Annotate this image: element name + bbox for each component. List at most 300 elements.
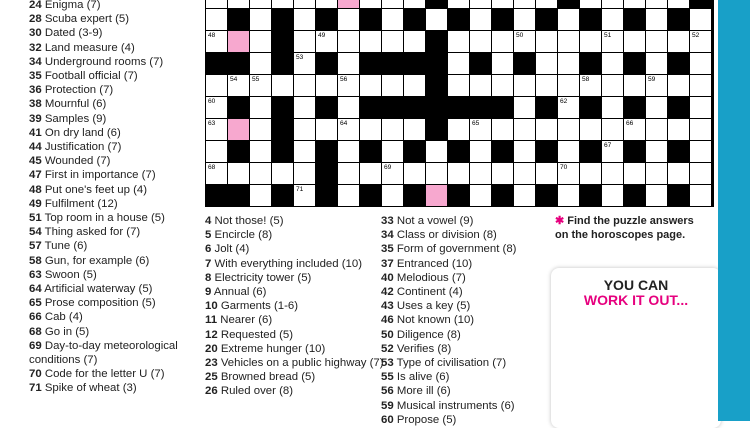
grid-cell[interactable] [668, 31, 689, 52]
grid-cell[interactable] [470, 0, 491, 8]
clue-item [205, 299, 375, 313]
grid-cell[interactable] [602, 75, 623, 96]
grid-cell[interactable] [492, 31, 513, 52]
clue-item [381, 285, 551, 299]
grid-cell[interactable] [404, 31, 425, 52]
clue-text: Vehicles on a public highway (7) [217, 357, 384, 370]
grid-cell[interactable] [272, 75, 293, 96]
clue-column-down-2 [381, 214, 551, 427]
grid-cell[interactable] [206, 75, 227, 96]
grid-cell[interactable] [558, 163, 579, 184]
grid-cell[interactable] [646, 119, 667, 140]
grid-cell[interactable] [294, 0, 315, 8]
grid-block [316, 97, 337, 118]
grid-cell[interactable] [602, 0, 623, 8]
grid-cell[interactable] [602, 163, 623, 184]
grid-block [580, 9, 601, 30]
grid-cell[interactable] [382, 31, 403, 52]
grid-block [382, 97, 403, 118]
clue-text: Top room in a house (5) [41, 212, 165, 225]
grid-block [492, 9, 513, 30]
grid-cell[interactable] [514, 31, 535, 52]
clue-number: 38 [29, 98, 42, 111]
grid-block [382, 53, 403, 74]
grid-cell[interactable] [624, 75, 645, 96]
clue-text: Entranced (10) [393, 257, 473, 270]
clue-text: Spike of wheat (3) [41, 382, 137, 395]
grid-cell[interactable] [250, 119, 271, 140]
clue-number: 46 [381, 314, 394, 327]
grid-cell[interactable] [646, 97, 667, 118]
grid-cell[interactable] [514, 119, 535, 140]
grid-cell[interactable] [294, 163, 315, 184]
grid-block [426, 0, 447, 8]
grid-cell[interactable] [294, 9, 315, 30]
grid-cell[interactable] [690, 75, 711, 96]
clue-text: On dry land (6) [41, 126, 121, 139]
grid-cell[interactable] [646, 75, 667, 96]
grid-cell[interactable] [294, 53, 315, 74]
grid-block [228, 53, 249, 74]
clue-text: Put one's feet up (4) [41, 183, 148, 196]
grid-cell[interactable] [360, 75, 381, 96]
clue-number: 64 [29, 283, 42, 296]
clue-item [29, 112, 199, 126]
clue-text: Garments (1-6) [217, 300, 299, 313]
grid-cell[interactable] [558, 141, 579, 162]
grid-cell[interactable] [448, 53, 469, 74]
grid-cell[interactable] [514, 75, 535, 96]
clue-item [29, 254, 199, 268]
clue-text: Mournful (6) [41, 98, 107, 111]
grid-cell[interactable] [602, 185, 623, 206]
clue-item [29, 154, 199, 168]
grid-cell[interactable] [404, 163, 425, 184]
promo-badge [551, 268, 721, 428]
grid-cell[interactable] [382, 185, 403, 206]
star-icon: ✱ [555, 215, 565, 227]
grid-cell[interactable] [492, 0, 513, 8]
grid-cell[interactable] [492, 53, 513, 74]
grid-cell[interactable] [580, 75, 601, 96]
grid-cell[interactable] [426, 9, 447, 30]
clue-text: First in importance (7) [41, 169, 156, 182]
clue-number: 42 [381, 286, 394, 299]
answers-note [555, 214, 705, 242]
clue-item [381, 271, 551, 285]
grid-cell-number: 67 [604, 142, 612, 149]
grid-block [228, 97, 249, 118]
clue-number: 52 [381, 342, 394, 355]
clue-number: 35 [29, 70, 42, 83]
clue-text: Type of civilisation (7) [393, 357, 507, 370]
grid-cell[interactable] [338, 9, 359, 30]
badge-line-1: YOU CAN [603, 277, 669, 293]
grid-cell[interactable] [470, 119, 491, 140]
grid-cell[interactable] [536, 31, 557, 52]
clue-number: 47 [29, 169, 42, 182]
clue-item [29, 282, 199, 296]
grid-cell[interactable] [668, 0, 689, 8]
grid-cell[interactable] [514, 9, 535, 30]
grid-cell-number: 63 [208, 120, 216, 127]
grid-cell[interactable] [382, 75, 403, 96]
grid-cell[interactable] [690, 31, 711, 52]
grid-cell[interactable] [690, 163, 711, 184]
clue-text: Wounded (7) [41, 155, 111, 168]
clue-number: 51 [29, 212, 42, 225]
grid-block [624, 9, 645, 30]
grid-cell[interactable] [338, 185, 359, 206]
grid-cell[interactable] [228, 31, 249, 52]
grid-cell[interactable] [382, 119, 403, 140]
clue-number: 55 [381, 371, 394, 384]
clue-item [205, 342, 375, 356]
grid-cell[interactable] [646, 163, 667, 184]
grid-cell[interactable] [470, 163, 491, 184]
grid-cell[interactable] [206, 9, 227, 30]
grid-cell[interactable] [250, 75, 271, 96]
grid-cell[interactable] [338, 97, 359, 118]
grid-cell[interactable] [338, 141, 359, 162]
grid-cell[interactable] [250, 53, 271, 74]
grid-cell[interactable] [206, 141, 227, 162]
grid-block [360, 97, 381, 118]
grid-cell[interactable] [492, 163, 513, 184]
grid-cell[interactable] [558, 53, 579, 74]
clue-item [381, 413, 551, 427]
grid-cell[interactable] [646, 53, 667, 74]
grid-cell[interactable] [602, 31, 623, 52]
grid-cell[interactable] [250, 0, 271, 8]
grid-block [536, 9, 557, 30]
clue-text: Musical instruments (6) [393, 399, 515, 412]
grid-cell[interactable] [360, 119, 381, 140]
grid-cell[interactable] [294, 119, 315, 140]
clue-item [29, 268, 199, 282]
grid-cell-number: 62 [560, 98, 568, 105]
grid-cell[interactable] [514, 97, 535, 118]
clue-text: Browned bread (5) [217, 371, 316, 384]
grid-cell[interactable] [338, 119, 359, 140]
grid-cell[interactable] [690, 141, 711, 162]
grid-cell[interactable] [206, 97, 227, 118]
grid-cell[interactable] [470, 141, 491, 162]
grid-cell[interactable] [492, 75, 513, 96]
grid-block [536, 141, 557, 162]
grid-cell[interactable] [294, 31, 315, 52]
grid-cell[interactable] [536, 0, 557, 8]
grid-cell[interactable] [602, 141, 623, 162]
grid-cell[interactable] [228, 163, 249, 184]
clue-item [29, 197, 199, 211]
clue-number: 4 [205, 215, 212, 227]
clue-item [205, 228, 375, 242]
grid-cell[interactable] [514, 163, 535, 184]
grid-cell-number: 71 [296, 186, 304, 193]
clue-text: Not a vowel (9) [393, 215, 474, 227]
grid-cell[interactable] [316, 119, 337, 140]
grid-cell[interactable] [646, 185, 667, 206]
grid-cell[interactable] [448, 31, 469, 52]
clue-item [381, 384, 551, 398]
clue-item [381, 313, 551, 327]
clue-item [29, 41, 199, 55]
grid-cell[interactable] [580, 119, 601, 140]
grid-cell[interactable] [558, 75, 579, 96]
grid-block [668, 53, 689, 74]
grid-cell[interactable] [338, 0, 359, 8]
grid-cell[interactable] [558, 97, 579, 118]
grid-block [558, 0, 579, 8]
clue-number: 40 [381, 271, 394, 284]
clue-number: 63 [29, 268, 42, 281]
grid-cell[interactable] [668, 163, 689, 184]
clue-number: 5 [205, 229, 212, 242]
grid-cell[interactable] [448, 163, 469, 184]
grid-cell[interactable] [580, 163, 601, 184]
grid-cell[interactable] [206, 0, 227, 8]
grid-cell[interactable] [360, 31, 381, 52]
grid-cell[interactable] [668, 75, 689, 96]
grid-cell[interactable] [690, 9, 711, 30]
grid-cell[interactable] [558, 9, 579, 30]
grid-cell[interactable] [558, 119, 579, 140]
clue-number: 57 [29, 240, 42, 253]
grid-block [272, 119, 293, 140]
clue-number: 58 [29, 254, 42, 267]
grid-cell[interactable] [272, 163, 293, 184]
grid-block [690, 0, 711, 8]
grid-cell[interactable] [228, 0, 249, 8]
clue-text: Diligence (8) [393, 328, 461, 341]
grid-cell[interactable] [690, 119, 711, 140]
grid-block [580, 97, 601, 118]
clue-item [29, 339, 199, 367]
grid-cell[interactable] [646, 31, 667, 52]
grid-cell[interactable] [646, 141, 667, 162]
grid-cell[interactable] [602, 9, 623, 30]
grid-cell[interactable] [206, 119, 227, 140]
grid-cell[interactable] [624, 163, 645, 184]
grid-cell[interactable] [536, 163, 557, 184]
clue-text: Justification (7) [41, 141, 122, 154]
grid-block [272, 97, 293, 118]
clue-number: 11 [205, 314, 218, 327]
grid-cell[interactable] [382, 141, 403, 162]
grid-cell[interactable] [250, 163, 271, 184]
grid-cell[interactable] [470, 31, 491, 52]
grid-block [316, 141, 337, 162]
grid-cell[interactable] [316, 75, 337, 96]
clue-text: Day-to-day meteorological conditions (7) [29, 339, 178, 367]
clue-number: 50 [381, 328, 394, 341]
grid-cell[interactable] [316, 31, 337, 52]
grid-cell[interactable] [250, 141, 271, 162]
grid-cell[interactable] [404, 75, 425, 96]
clue-text: Class or division (8) [393, 229, 497, 242]
grid-cell[interactable] [426, 141, 447, 162]
grid-cell[interactable] [338, 75, 359, 96]
clue-number: 44 [29, 141, 42, 154]
grid-block [580, 185, 601, 206]
grid-cell[interactable] [294, 185, 315, 206]
clue-number: 10 [205, 300, 218, 313]
grid-block [624, 141, 645, 162]
grid-cell[interactable] [558, 31, 579, 52]
grid-cell[interactable] [668, 119, 689, 140]
clue-item [29, 239, 199, 253]
clue-number: 23 [205, 357, 218, 370]
clue-text: Scuba expert (5) [41, 13, 130, 26]
grid-cell[interactable] [228, 75, 249, 96]
clue-number: 7 [205, 257, 212, 270]
clue-item [29, 381, 199, 395]
grid-block [316, 9, 337, 30]
grid-cell[interactable] [536, 75, 557, 96]
grid-block [206, 185, 227, 206]
clue-item [205, 285, 375, 299]
grid-cell[interactable] [294, 75, 315, 96]
clue-text: Verifies (8) [393, 342, 452, 355]
grid-cell[interactable] [580, 0, 601, 8]
grid-cell[interactable] [338, 163, 359, 184]
grid-cell[interactable] [250, 31, 271, 52]
grid-cell[interactable] [250, 185, 271, 206]
grid-cell[interactable] [602, 97, 623, 118]
grid-cell[interactable] [250, 97, 271, 118]
clue-text: Prose composition (5) [41, 297, 156, 310]
grid-block [272, 53, 293, 74]
clue-text: Propose (5) [393, 413, 457, 426]
grid-cell[interactable] [228, 119, 249, 140]
clue-item [381, 242, 551, 256]
clue-text: Not known (10) [393, 314, 475, 327]
clue-number: 43 [381, 300, 394, 313]
grid-cell[interactable] [338, 31, 359, 52]
grid-cell[interactable] [404, 119, 425, 140]
grid-cell[interactable] [492, 119, 513, 140]
clue-number: 34 [381, 229, 394, 242]
grid-cell[interactable] [206, 31, 227, 52]
grid-cell-number: 70 [560, 164, 568, 171]
grid-cell[interactable] [294, 97, 315, 118]
grid-cell[interactable] [360, 163, 381, 184]
grid-cell-number: 50 [516, 32, 524, 39]
grid-cell[interactable] [690, 53, 711, 74]
clue-text: Nearer (6) [217, 314, 273, 327]
clue-number: 49 [29, 197, 42, 210]
grid-cell[interactable] [536, 119, 557, 140]
grid-block [448, 185, 469, 206]
grid-block [624, 185, 645, 206]
clue-text: Tune (6) [41, 240, 88, 253]
grid-cell[interactable] [690, 97, 711, 118]
grid-cell[interactable] [294, 141, 315, 162]
clue-number: 66 [29, 311, 42, 324]
clue-column-left [29, 0, 199, 396]
grid-cell[interactable] [514, 141, 535, 162]
crossword-grid[interactable] [205, 0, 714, 207]
grid-cell-number: 64 [340, 120, 348, 127]
grid-block [360, 53, 381, 74]
grid-cell-number: 49 [318, 32, 326, 39]
clue-number: 33 [381, 215, 394, 227]
grid-cell[interactable] [470, 9, 491, 30]
grid-cell[interactable] [646, 9, 667, 30]
grid-block [360, 9, 381, 30]
grid-cell[interactable] [646, 0, 667, 8]
grid-cell[interactable] [536, 53, 557, 74]
grid-cell[interactable] [690, 185, 711, 206]
grid-cell[interactable] [602, 119, 623, 140]
grid-cell[interactable] [558, 185, 579, 206]
grid-block [316, 185, 337, 206]
grid-cell[interactable] [448, 75, 469, 96]
badge-line-2: WORK IT OUT... [583, 292, 689, 308]
grid-cell-number: 52 [692, 32, 700, 39]
grid-cell[interactable] [470, 75, 491, 96]
clue-item [29, 211, 199, 225]
grid-cell[interactable] [426, 163, 447, 184]
grid-cell[interactable] [580, 31, 601, 52]
grid-cell[interactable] [426, 185, 447, 206]
grid-block [668, 97, 689, 118]
grid-cell[interactable] [206, 163, 227, 184]
grid-cell[interactable] [382, 163, 403, 184]
grid-cell[interactable] [382, 9, 403, 30]
grid-cell[interactable] [360, 0, 381, 8]
grid-cell[interactable] [272, 0, 293, 8]
clue-text: With everything included (10) [211, 257, 363, 270]
clue-item [205, 370, 375, 384]
grid-cell[interactable] [514, 0, 535, 8]
clue-text: Not those! (5) [211, 215, 284, 227]
grid-cell[interactable] [250, 9, 271, 30]
clue-item [381, 370, 551, 384]
grid-block [272, 141, 293, 162]
clue-text: Form of government (8) [393, 243, 517, 256]
grid-cell[interactable] [448, 119, 469, 140]
grid-cell[interactable] [624, 0, 645, 8]
clue-text: Electricity tower (5) [211, 271, 312, 284]
grid-cell[interactable] [382, 0, 403, 8]
grid-block [624, 53, 645, 74]
page-edge-stripe [718, 0, 750, 421]
grid-cell-number: 68 [208, 164, 216, 171]
grid-cell-number: 56 [340, 76, 348, 83]
grid-block [426, 75, 447, 96]
grid-cell[interactable] [316, 0, 337, 8]
grid-cell[interactable] [404, 0, 425, 8]
grid-block [580, 141, 601, 162]
grid-cell[interactable] [514, 185, 535, 206]
grid-cell[interactable] [448, 0, 469, 8]
clue-item [29, 83, 199, 97]
grid-cell[interactable] [624, 31, 645, 52]
grid-cell[interactable] [470, 185, 491, 206]
grid-cell[interactable] [602, 53, 623, 74]
grid-cell-number: 53 [296, 54, 304, 61]
grid-block [404, 53, 425, 74]
grid-cell[interactable] [338, 53, 359, 74]
clue-text: Dated (3-9) [41, 27, 103, 40]
grid-cell[interactable] [624, 119, 645, 140]
clue-text: Land measure (4) [41, 41, 135, 54]
clue-text: Jolt (4) [211, 243, 250, 256]
clue-item [29, 367, 199, 381]
clue-text: Artificial waterway (5) [41, 283, 153, 296]
